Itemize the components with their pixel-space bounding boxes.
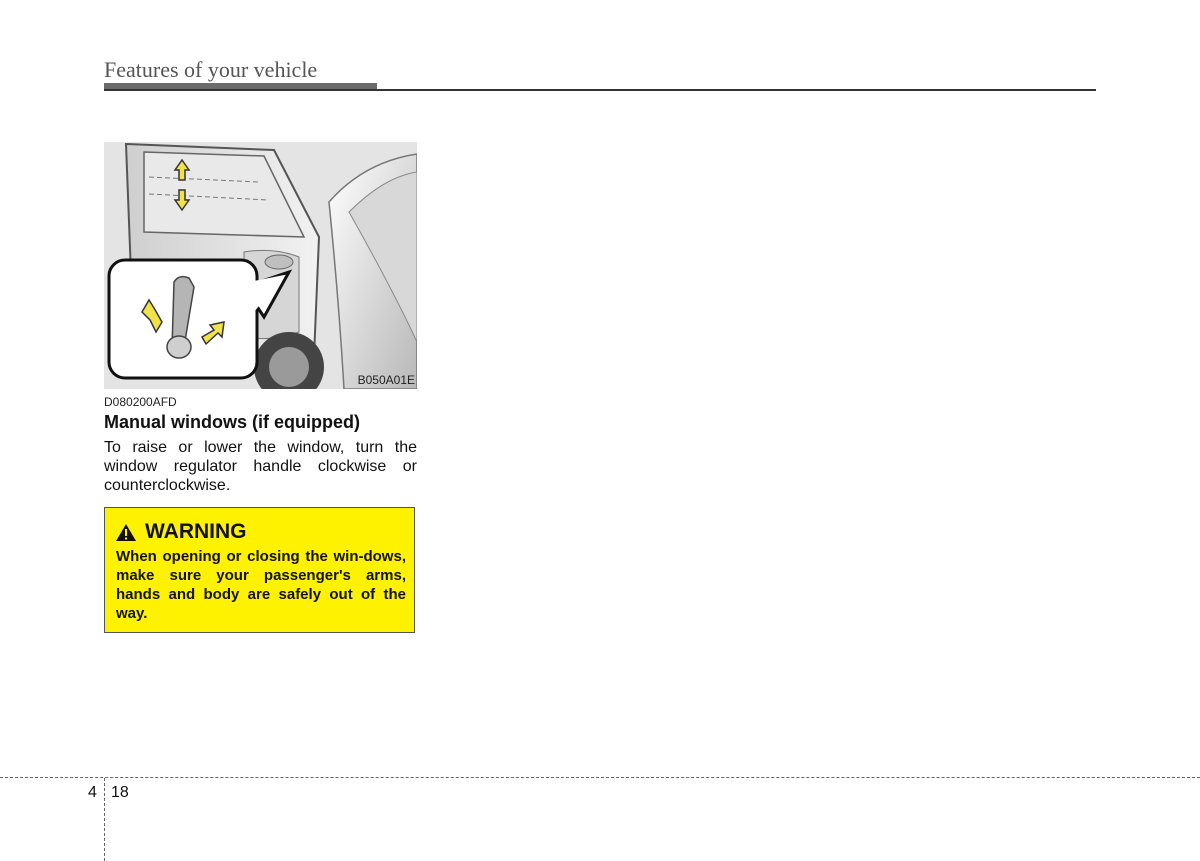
chapter-number: 4	[88, 784, 97, 801]
section-body: To raise or lower the window, turn the window regulator handle clockwise or counterclockwise.	[104, 439, 417, 494]
header-title: Features of your vehicle	[104, 57, 318, 82]
warning-title: WARNING	[145, 520, 247, 543]
footer-rule	[0, 777, 1200, 778]
figure-code: B050A01E	[357, 373, 415, 387]
manual-window-illustration	[104, 142, 417, 389]
warning-triangle-icon	[115, 523, 137, 542]
section-title: Manual windows (if equipped)	[104, 412, 360, 432]
warning-header	[115, 520, 247, 544]
document-code: D080200AFD	[104, 395, 177, 409]
warning-box	[104, 507, 415, 633]
page-number: 18	[111, 784, 129, 801]
footer-divider	[104, 778, 105, 861]
warning-text: When opening or closing the win-dows, make sure your passenger's arms, hands and body are safely out of the way.	[116, 548, 406, 622]
header-rule-thin	[104, 89, 1096, 91]
